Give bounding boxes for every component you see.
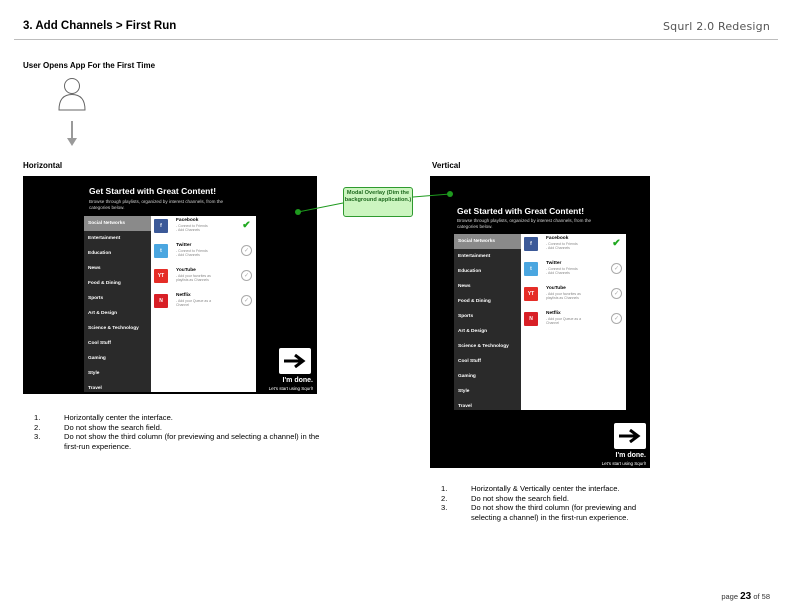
annotation-dot: [295, 209, 301, 215]
channel-description: - Add your Queue as a Channel: [176, 299, 212, 308]
category-item-entertainment[interactable]: Entertainment: [88, 236, 121, 241]
channel-list: [521, 234, 626, 410]
category-item-travel[interactable]: Travel: [458, 404, 472, 409]
facebook-logo-icon: f: [154, 219, 168, 233]
select-circle-icon[interactable]: ✓: [241, 295, 252, 306]
annotation-dot: [447, 191, 453, 197]
category-item-entertainment[interactable]: Entertainment: [458, 254, 491, 259]
category-item-news[interactable]: News: [88, 266, 101, 271]
arrow-right-icon: [283, 354, 307, 368]
channel-name: Netflix: [176, 293, 191, 298]
category-item-sports[interactable]: Sports: [458, 314, 474, 319]
channel-row-youtube[interactable]: [151, 266, 256, 290]
note-number: 3.: [34, 432, 41, 441]
channel-name: YouTube: [176, 268, 196, 273]
select-circle-icon[interactable]: ✓: [611, 288, 622, 299]
category-item-science-and-technology[interactable]: Science & Technology: [458, 344, 509, 349]
category-item-style[interactable]: Style: [458, 389, 470, 394]
channel-description: - Connect to Friends - Add Channels: [176, 224, 208, 233]
channel-name: Twitter: [546, 261, 562, 266]
note-text: Do not show the search field.: [64, 422, 162, 432]
page-total: of 58: [753, 592, 770, 601]
note-number: 2.: [441, 493, 448, 503]
channel-name: Facebook: [176, 218, 199, 223]
note-text: Horizontally & Vertically center the interface.: [471, 484, 620, 493]
arrow-right-icon: [618, 429, 642, 443]
channel-list: [151, 216, 256, 392]
vertical-screen-mockup: [430, 176, 650, 468]
select-circle-icon[interactable]: ✓: [241, 270, 252, 281]
note-number: 2.: [34, 422, 41, 432]
channel-name: Facebook: [546, 236, 569, 241]
channel-description: - Add your favorites as playlists as Channels: [546, 292, 581, 301]
channel-row-facebook[interactable]: [521, 234, 626, 258]
note-item: [441, 484, 651, 494]
note-item: [441, 494, 651, 504]
category-item-food-and-dining[interactable]: Food & Dining: [88, 281, 121, 286]
page-label: page: [721, 592, 738, 601]
category-item-cool-stuff[interactable]: Cool Stuff: [458, 359, 481, 364]
channel-description: - Connect to Friends - Add Channels: [546, 267, 578, 276]
note-number: 1.: [34, 413, 41, 422]
channel-name: YouTube: [546, 286, 566, 291]
horizontal-screen-mockup: [23, 176, 317, 394]
page-number: 23: [740, 591, 752, 602]
horizontal-notes: [34, 413, 324, 451]
channel-row-twitter[interactable]: [521, 259, 626, 283]
note-number: 3.: [441, 503, 448, 512]
channel-name: Netflix: [546, 311, 561, 316]
down-arrow-icon: [66, 121, 78, 147]
modal-overlay-note: Modal Overlay (Dim the background application.): [343, 187, 413, 217]
select-circle-icon[interactable]: ✓: [611, 263, 622, 274]
done-button[interactable]: [614, 423, 646, 449]
note-item: [34, 413, 324, 423]
note-text: Horizontally center the interface.: [64, 413, 173, 422]
document-title: Squrl 2.0 Redesign: [662, 20, 770, 33]
note-text: Do not show the third column (for previewing and selecting a channel) in the first-run experience.: [471, 503, 637, 522]
channel-row-netflix[interactable]: [151, 291, 256, 315]
category-item-travel[interactable]: Travel: [88, 386, 102, 391]
note-item: [441, 503, 651, 522]
done-sublabel: Let's start using Squrl!: [601, 461, 646, 466]
category-item-news[interactable]: News: [458, 284, 471, 289]
channel-description: - Add your Queue as a Channel: [546, 317, 582, 326]
page-title: 3. Add Channels > First Run: [23, 20, 177, 32]
category-item-gaming[interactable]: Gaming: [88, 356, 106, 361]
category-item-education[interactable]: Education: [458, 269, 482, 274]
channel-name: Twitter: [176, 243, 192, 248]
done-label: I'm done.: [282, 377, 313, 384]
note-item: [34, 432, 324, 451]
category-item-social-networks[interactable]: Social Networks: [454, 234, 521, 249]
category-item-gaming[interactable]: Gaming: [458, 374, 476, 379]
channel-row-netflix[interactable]: [521, 309, 626, 333]
flow-heading: User Opens App For the First Time: [23, 61, 156, 70]
category-item-sports[interactable]: Sports: [88, 296, 104, 301]
checkmark-icon[interactable]: ✔: [242, 220, 251, 231]
category-item-science-and-technology[interactable]: Science & Technology: [88, 326, 139, 331]
vertical-heading: Vertical: [432, 161, 461, 170]
checkmark-icon[interactable]: ✔: [612, 238, 621, 249]
note-text: Do not show the search field.: [471, 493, 569, 503]
category-item-cool-stuff[interactable]: Cool Stuff: [88, 341, 111, 346]
vertical-notes: [441, 484, 651, 522]
screen-subtitle: Browse through playlists, organized by interest channels, from the categories below.: [457, 218, 592, 229]
done-sublabel: Let's start using Squrl!: [268, 386, 313, 391]
channel-description: - Connect to Friends - Add Channels: [176, 249, 208, 258]
select-circle-icon[interactable]: ✓: [611, 313, 622, 324]
youtube-logo-icon: YT: [154, 269, 168, 283]
netflix-logo-icon: N: [524, 312, 538, 326]
twitter-logo-icon: t: [154, 244, 168, 258]
category-item-social-networks[interactable]: Social Networks: [84, 216, 151, 231]
category-item-art-and-design[interactable]: Art & Design: [88, 311, 118, 316]
category-list: [454, 234, 521, 410]
note-number: 1.: [441, 484, 448, 493]
note-text: Do not show the third column (for previewing and selecting a channel) in the first-run experience.: [64, 432, 320, 451]
netflix-logo-icon: N: [154, 294, 168, 308]
twitter-logo-icon: t: [524, 262, 538, 276]
horizontal-heading: Horizontal: [23, 161, 63, 170]
category-item-art-and-design[interactable]: Art & Design: [458, 329, 488, 334]
done-button[interactable]: [279, 348, 311, 374]
category-item-style[interactable]: Style: [88, 371, 100, 376]
screen-title: Get Started with Great Content!: [457, 206, 585, 216]
user-icon: [58, 77, 86, 111]
channel-description: - Add your favorites as playlists as Channels: [176, 274, 211, 283]
youtube-logo-icon: YT: [524, 287, 538, 301]
header-divider: [14, 39, 778, 40]
facebook-logo-icon: f: [524, 237, 538, 251]
note-item: [34, 423, 324, 433]
select-circle-icon[interactable]: ✓: [241, 245, 252, 256]
category-item-food-and-dining[interactable]: Food & Dining: [458, 299, 491, 304]
channel-description: - Connect to Friends - Add Channels: [546, 242, 578, 251]
channel-row-youtube[interactable]: [521, 284, 626, 308]
channel-row-facebook[interactable]: [151, 216, 256, 240]
category-item-education[interactable]: Education: [88, 251, 112, 256]
screen-subtitle: Browse through playlists, organized by interest channels, from the categories below.: [89, 199, 224, 210]
screen-title: Get Started with Great Content!: [89, 186, 217, 196]
channel-row-twitter[interactable]: [151, 241, 256, 265]
category-list: [84, 216, 151, 392]
done-label: I'm done.: [615, 452, 646, 459]
page-footer: [721, 591, 770, 602]
